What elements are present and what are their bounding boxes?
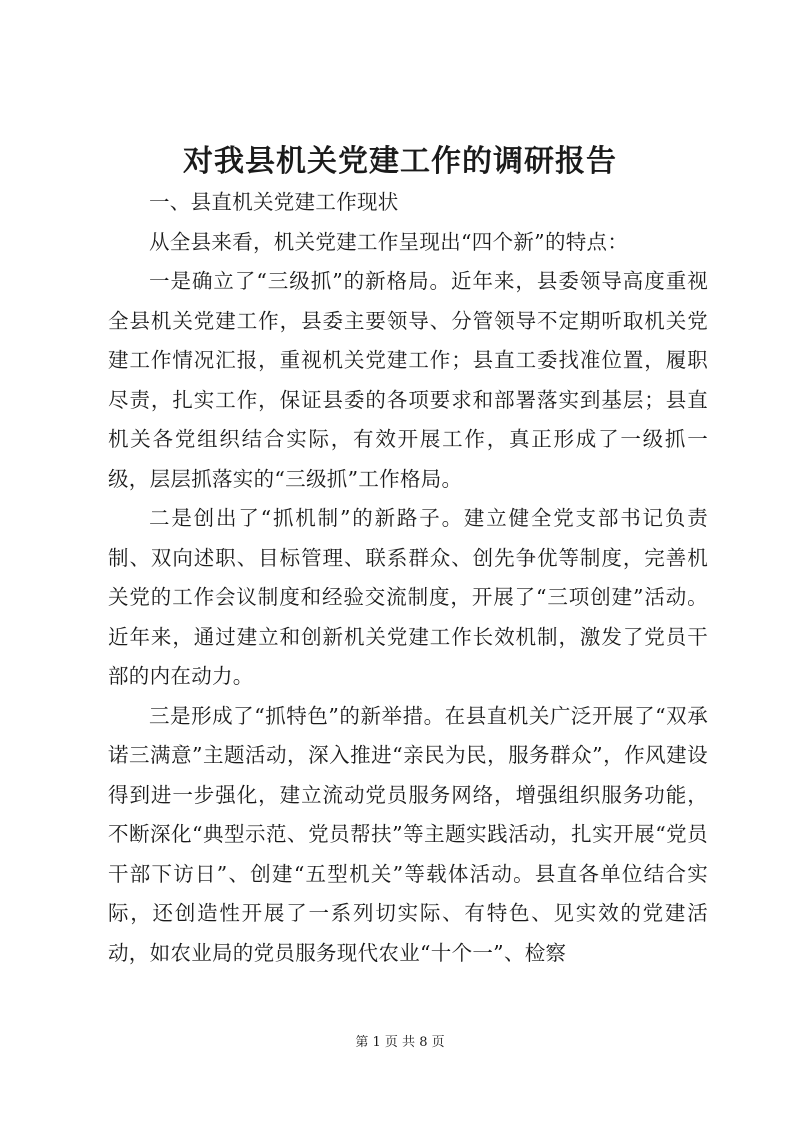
paragraph: 从全县来看，机关党建工作呈现出“四个新”的特点：: [149, 229, 629, 254]
document-body: [108, 183, 708, 973]
paragraph: 三是形成了“抓特色”的新举措。在县直机关广泛开展了“双承诺三满意”主题活动，深入推进“亲民为民，服务群众”，作风建设得到进一步强化，建立流动党员服务网络，增强组织服务功能，不断深化“典型示范、党员帮扶”等主题实践活动，扎实开展“党员干部下访日”、创建“五型机关”等载体活动。县直各单位结合实际，还创造性开展了一系列切实际、有特色、见实效的党建活动，如农业局的党员服务现代农业“十个一”、检察: [108, 703, 708, 965]
section-heading: 一、县直机关党建工作现状: [149, 190, 399, 214]
page-number-footer: 第 1 页 共 8 页: [355, 1035, 445, 1050]
paragraph: 一是确立了“三级抓”的新格局。近年来，县委领导高度重视全县机关党建工作，县委主要领导、分管领导不定期听取机关党建工作情况汇报，重视机关党建工作；县直工委找准位置，履职尽责，扎实工作，保证县委的各项要求和部署落实到基层；县直机关各党组织结合实际，有效开展工作，真正形成了一级抓一级，层层抓落实的“三级抓”工作格局。: [108, 269, 708, 491]
paragraph: 二是创出了“抓机制”的新路子。建立健全党支部书记负责制、双向述职、目标管理、联系群众、创先争优等制度，完善机关党的工作会议制度和经验交流制度，开展了“三项创建”活动。近年来，通过建立和创新机关党建工作长效机制，激发了党员干部的内在动力。: [108, 506, 708, 688]
document-title: 对我县机关党建工作的调研报告: [183, 144, 617, 179]
